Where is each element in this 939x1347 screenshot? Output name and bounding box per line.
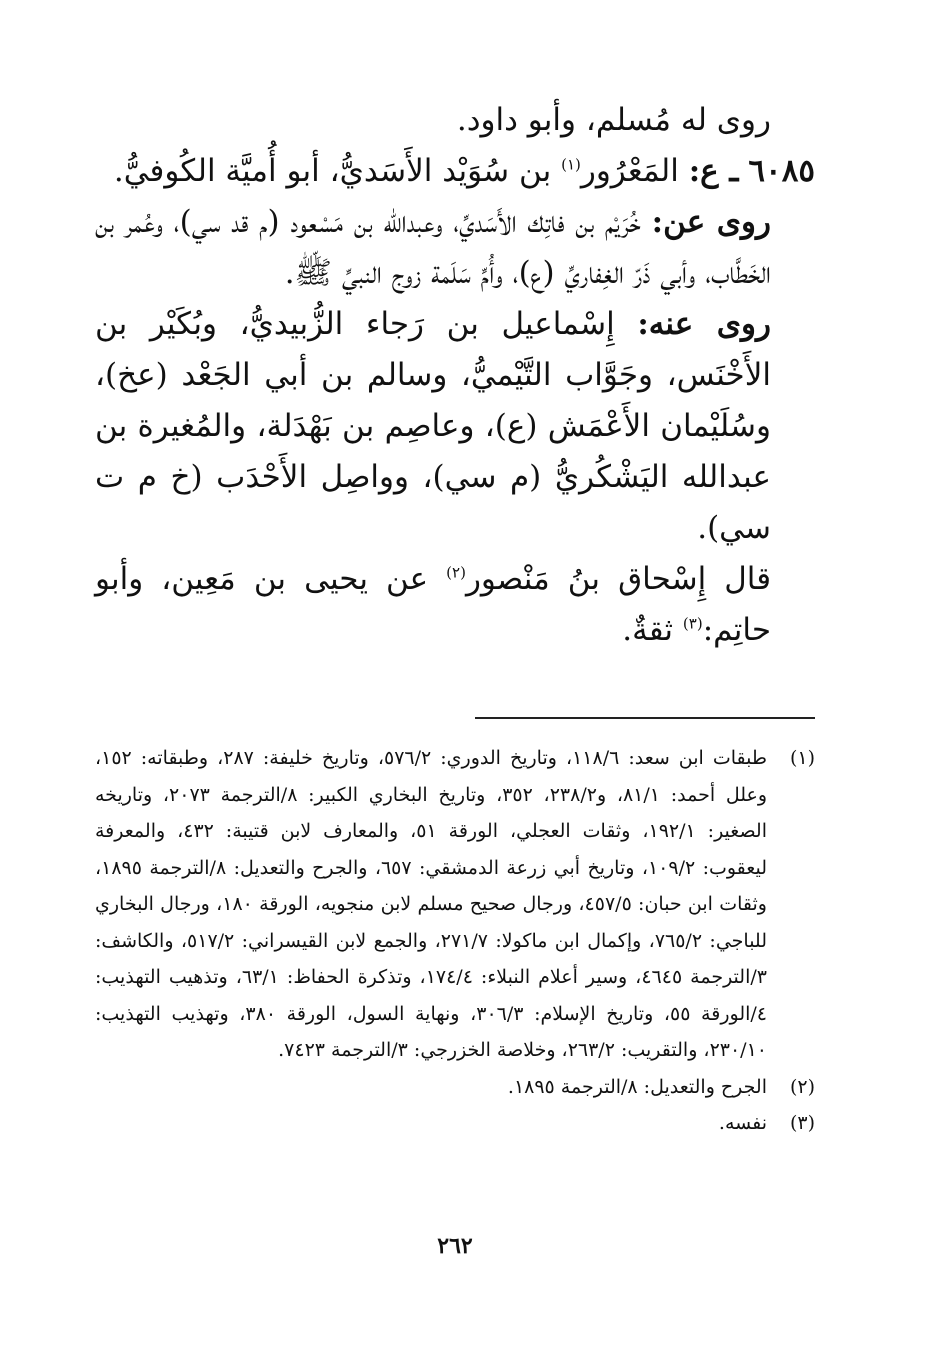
entry-symbol: ـ ع: [688,153,739,189]
entry-number: ٦٠٨٥ [748,153,815,189]
entry-name: المَعْرُور [580,153,679,189]
footnote-number: (٢) [789,1075,815,1098]
footnote-number: (٣) [789,1112,815,1134]
intro-line: روى له مُسلم، وأبو داود. [456,102,771,138]
narrated-by-paragraph [95,299,815,554]
footnote-item [95,1105,815,1142]
footnote-text: طبقات ابن سعد: ١١٨/٦، وتاريخ الدوري: ٥٧٦/٢، وتاريخ خليفة: ٢٨٧، وطبقاته: ١٥٢، وعلل أحمد: ٨١/١، و٢٣٨/٢، ٣٥٢، وتاريخ البخاري الكبير: ٨/الترجمة ٢٠٧٣، وتاريخه الصغير: ١٩٢/١، وثقات العجلي، الورقة ٥١، والمعارف لابن قتيبة: ٤٣٢، والمعرفة ليعقوب: ١٠٩/٢، وتاريخ أبي زرعة الدمشقي: ٦٥٧، والجرح والتعديل: ٨/الترجمة ١٨٩٥، وثقات ابن حبان: ٤٥٧/٥، ورجال صحيح مسلم لابن منجويه، الورقة ١٨٠، ورجال البخاري للباجي: ٧٦٥/٢، وإكمال ابن ماكولا: ٢٧١/٧، والجمع لابن القيسراني: ٥١٧/٢، والكاشف: ٣/الترجمة ٤٦٤٥، وسير أعلام النبلاء: ١٧٤/٤، وتذكرة الحفاظ: ٦٣/١، وتذهيب التهذيب: ٤/الورقة ٥٥، وتاريخ الإسلام: ٣٠٦/٣، ونهاية السول، الورقة ٣٨٠، وتهذيب التهذيب: ٢٣٠/١٠، والتقريب: ٢٦٣/٢، وخلاصة الخزرجي: ٣/الترجمة ٧٤٢٣. [95,747,768,1061]
footnotes [95,740,815,1142]
narrated-from-text: خُرَيْم بن فاتِك الأَسَديِّ، وعبدالله بن مَسْعود (م قد سي)، وعُمر بن الخَطَّاب، وأبي ذَرّ الغِفاريِّ (ع)، وأُمِّ سَلَمة زوج النبيِّ ﷺ. [95,204,771,291]
biography-entry [95,146,815,197]
narrated-from-label: روى عن: [651,204,771,240]
footnote-text: الجرح والتعديل: ٨/الترجمة ١٨٩٥. [507,1075,767,1098]
quote-part-a: قال إِسْحاق بنُ مَنْصور [465,561,772,597]
book-page [95,95,815,1315]
footnote-text: نفسه. [718,1112,767,1134]
narrated-by-text: إِسْماعيل بن رَجاء الزُّبيديُّ، وبُكَيْر بن الأَخْنَس، وجَوَّاب التَّيْميُّ، وسالم بن أبي الجَعْد (عخ)، وسُلَيْمان الأَعْمَش (ع)، وعاصِم بن بَهْدَلة، والمُغيرة بن عبدالله اليَشْكُريُّ (م سي)، وواصِل الأَحْدَب (خ م ت سي). [95,306,771,546]
quote-part-c: ثقةٌ. [622,612,674,648]
footnote-ref-3[interactable]: (٣) [682,614,703,633]
footnote-divider [475,717,815,719]
quote-paragraph [95,554,815,656]
footnote-number: (١) [789,747,815,769]
footnote-ref-1[interactable]: (١) [561,155,581,174]
page-number: ٢٦٢ [437,1233,473,1259]
footnote-ref-2[interactable]: (٢) [446,563,466,582]
main-text [95,95,815,656]
narrated-by-label: روى عنه: [637,306,771,342]
narrated-from-paragraph [95,197,815,299]
entry-rest: بن سُوَيْد الأَسَديُّ، أبو أُميَّة الكُوفيُّ. [113,153,552,189]
quote-part-b: عن يحيى بن مَعِين، وأبو حاتِم: [95,561,771,648]
footnote-item [95,740,815,1069]
footnote-item [95,1069,815,1106]
